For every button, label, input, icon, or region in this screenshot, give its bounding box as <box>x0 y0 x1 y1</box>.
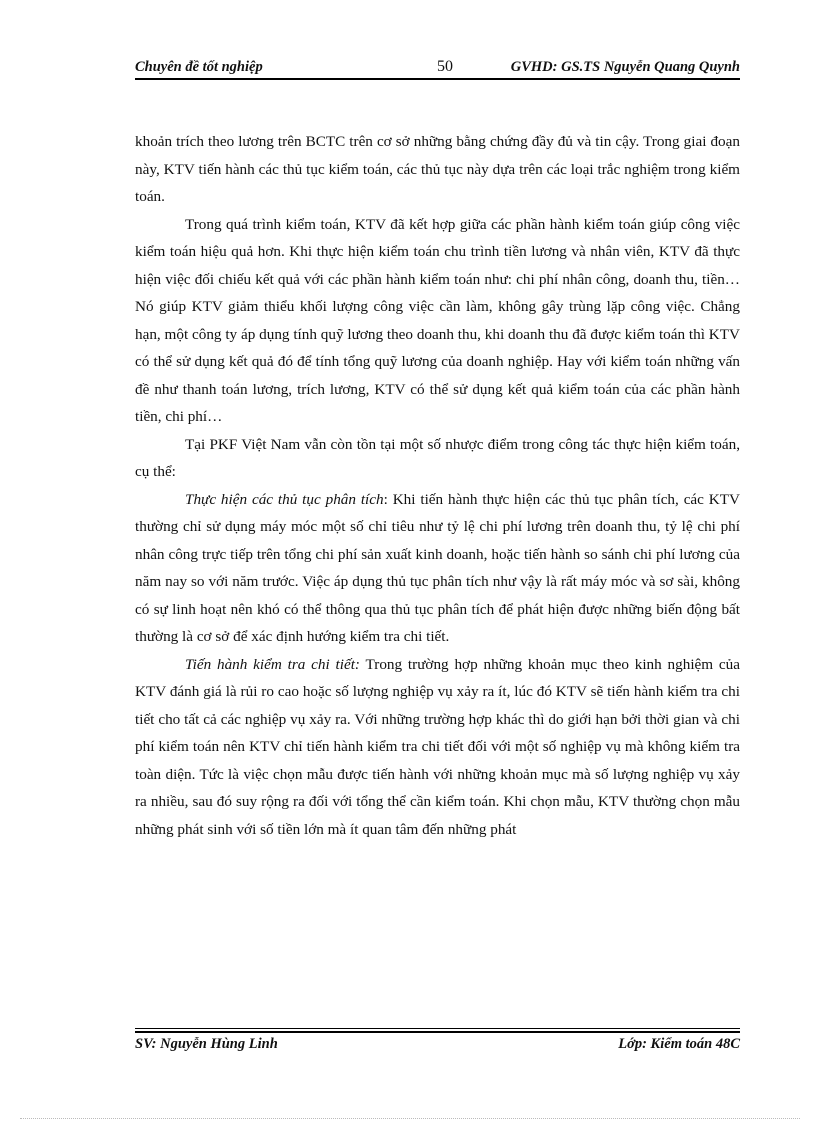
paragraph-text: : Khi tiến hành thực hiện các thủ tục phân tích, các KTV thường chỉ sử dụng máy móc một số chỉ tiêu như tỷ lệ chi phí lương trên doanh thu, tỷ lệ chi phí nhân công trực tiếp trên tổng chi phí sản xuất kinh doanh, hoặc tiến hành so sánh chi phí lương của năm nay so với năm trước. Việc áp dụng thủ tục phân tích như vậy là rất máy móc và sơ sài, không có sự linh hoạt nên khó có thể thông qua thủ tục phân tích để phát hiện được những biến động bất thường là cơ sở để xác định hướng kiểm tra chi tiết. <box>135 490 740 645</box>
document-body <box>135 128 740 843</box>
paragraph-text: khoản trích theo lương trên BCTC trên cơ sở những bằng chứng đầy đủ và tin cậy. Trong giai đoạn này, KTV tiến hành các thủ tục kiểm toán, các thủ tục này dựa trên các loại trắc nghiệm trong kiểm toán. <box>135 133 740 205</box>
page-boundary-divider <box>20 1118 800 1119</box>
page-number: 50 <box>437 58 453 75</box>
header-supervisor: GVHD: GS.TS Nguyễn Quang Quynh <box>510 59 740 75</box>
paragraph-text: Trong trường hợp những khoản mục theo kinh nghiệm của KTV đánh giá là rủi ro cao hoặc số lượng nghiệp vụ xảy ra ít, lúc đó KTV sẽ tiến hành kiểm tra chi tiết cho tất cả các nghiệp vụ xảy ra. Với những trường hợp khác thì do giới hạn bởi thời gian và chi phí kiểm toán nên KTV chỉ tiến hành kiểm tra chi tiết đối với một số nghiệp vụ mà không kiểm tra toàn diện. Tức là việc chọn mẫu được tiến hành với những khoản mục mà số lượng nghiệp vụ xảy ra nhiều, sau đó suy rộng ra đối với tổng thể cần kiểm toán. Khi chọn mẫu, KTV thường chọn mẫu những phát sinh với số tiền lớn mà ít quan tâm đến những phát <box>135 655 740 838</box>
paragraph <box>135 211 740 431</box>
footer-class: Lớp: Kiểm toán 48C <box>618 1036 740 1052</box>
footer-rule-thin <box>135 1028 740 1029</box>
footer-student: SV: Nguyễn Hùng Linh <box>135 1036 278 1052</box>
paragraph <box>135 431 740 486</box>
header-rule <box>135 78 740 80</box>
page-footer <box>135 1036 740 1058</box>
paragraph-lead-italic: Tiến hành kiểm tra chi tiết: <box>185 655 360 673</box>
header-title: Chuyên đề tốt nghiệp <box>135 59 263 75</box>
paragraph <box>135 486 740 651</box>
paragraph-text: Trong quá trình kiểm toán, KTV đã kết hợp giữa các phần hành kiểm toán giúp công việc kiểm toán hiệu quả hơn. Khi thực hiện kiểm toán chu trình tiền lương và nhân viên, KTV đã thực hiện việc đối chiếu kết quả với các phần hành kiểm toán như: chi phí nhân công, doanh thu, tiền… Nó giúp KTV giảm thiểu khối lượng công việc cần làm, không gây trùng lặp công việc. Chẳng hạn, một công ty áp dụng tính quỹ lương theo doanh thu, khi doanh thu đã được kiểm toán thì KTV có thể sử dụng kết quả đó để tính tổng quỹ lương của doanh nghiệp. Hay với kiểm toán những vấn đề như thanh toán lương, trích lương, KTV có thể sử dụng kết quả kiểm toán của các phần hành tiền, chi phí… <box>135 215 740 425</box>
paragraph <box>135 651 740 844</box>
paragraph <box>135 128 740 211</box>
paragraph-text: Tại PKF Việt Nam vẫn còn tồn tại một số nhược điểm trong công tác thực hiện kiểm toán, cụ thể: <box>135 435 740 480</box>
paragraph-lead-italic: Thực hiện các thủ tục phân tích <box>185 490 384 508</box>
page-header <box>135 56 740 78</box>
footer-rule-thick <box>135 1031 740 1033</box>
